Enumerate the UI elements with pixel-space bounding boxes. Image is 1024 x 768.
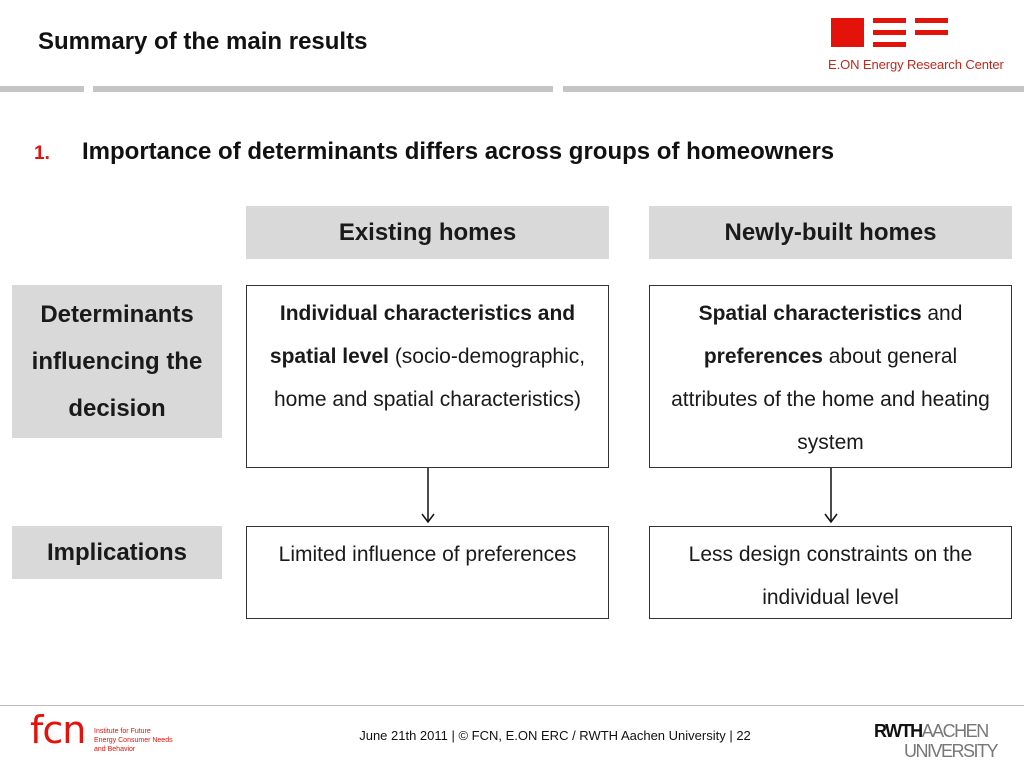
column-header-newly-built-homes: Newly-built homes bbox=[649, 206, 1012, 259]
column-header-existing-homes: Existing homes bbox=[246, 206, 609, 259]
cell-existing-determinants-text: (socio-demographic, home and spatial characteristics) bbox=[274, 345, 586, 411]
footer-divider bbox=[0, 705, 1024, 706]
header-divider bbox=[563, 86, 1024, 92]
rwth-logo-bold: RWTH bbox=[874, 721, 922, 741]
cell-new-determinants bbox=[649, 285, 1012, 468]
row-header-implications: Implications bbox=[12, 526, 222, 579]
cell-existing-implications: Limited influence of preferences bbox=[246, 526, 609, 619]
cell-new-determinants-bold-1: Spatial characteristics bbox=[698, 302, 922, 325]
heading-number: 1. bbox=[34, 143, 50, 164]
rwth-logo-light: AACHEN bbox=[921, 721, 988, 741]
down-arrow-icon bbox=[418, 468, 438, 526]
row-header-determinants bbox=[12, 285, 222, 438]
cell-existing-determinants-bold: Individual characteristics and spatial level bbox=[269, 302, 576, 368]
header-divider bbox=[0, 86, 84, 92]
fcn-subtitle-line: and Behavior bbox=[94, 746, 136, 753]
eon-erc-logo bbox=[828, 15, 1008, 77]
fcn-subtitle-line: Institute for Future bbox=[94, 728, 151, 735]
cell-new-determinants-bold-2: preferences bbox=[703, 345, 823, 368]
section-heading: Importance of determinants differs across groups of homeowners bbox=[82, 138, 835, 165]
cell-new-implications: Less design constraints on the individual level bbox=[649, 526, 1012, 619]
footer-text: June 21th 2011 | © FCN, E.ON ERC / RWTH Aachen University | 22 bbox=[359, 728, 751, 743]
cell-existing-determinants bbox=[246, 285, 609, 468]
slide-title: Summary of the main results bbox=[38, 28, 368, 55]
row-header-determinants-label: Determinants influencing the decision bbox=[31, 301, 203, 422]
fcn-logo-word: fcn bbox=[30, 708, 86, 752]
rwth-aachen-logo bbox=[874, 722, 998, 762]
eon-erc-logo-text: E.ON Energy Research Center bbox=[828, 57, 1004, 72]
rwth-logo-university: UNIVERSITY bbox=[904, 741, 998, 761]
fcn-subtitle-line: Energy Consumer Needs bbox=[94, 737, 173, 744]
header-divider bbox=[93, 86, 553, 92]
cell-new-determinants-text: about general attributes of the home and heating system bbox=[671, 345, 990, 454]
down-arrow-icon bbox=[821, 468, 841, 526]
cell-new-determinants-mid: and bbox=[921, 302, 963, 325]
